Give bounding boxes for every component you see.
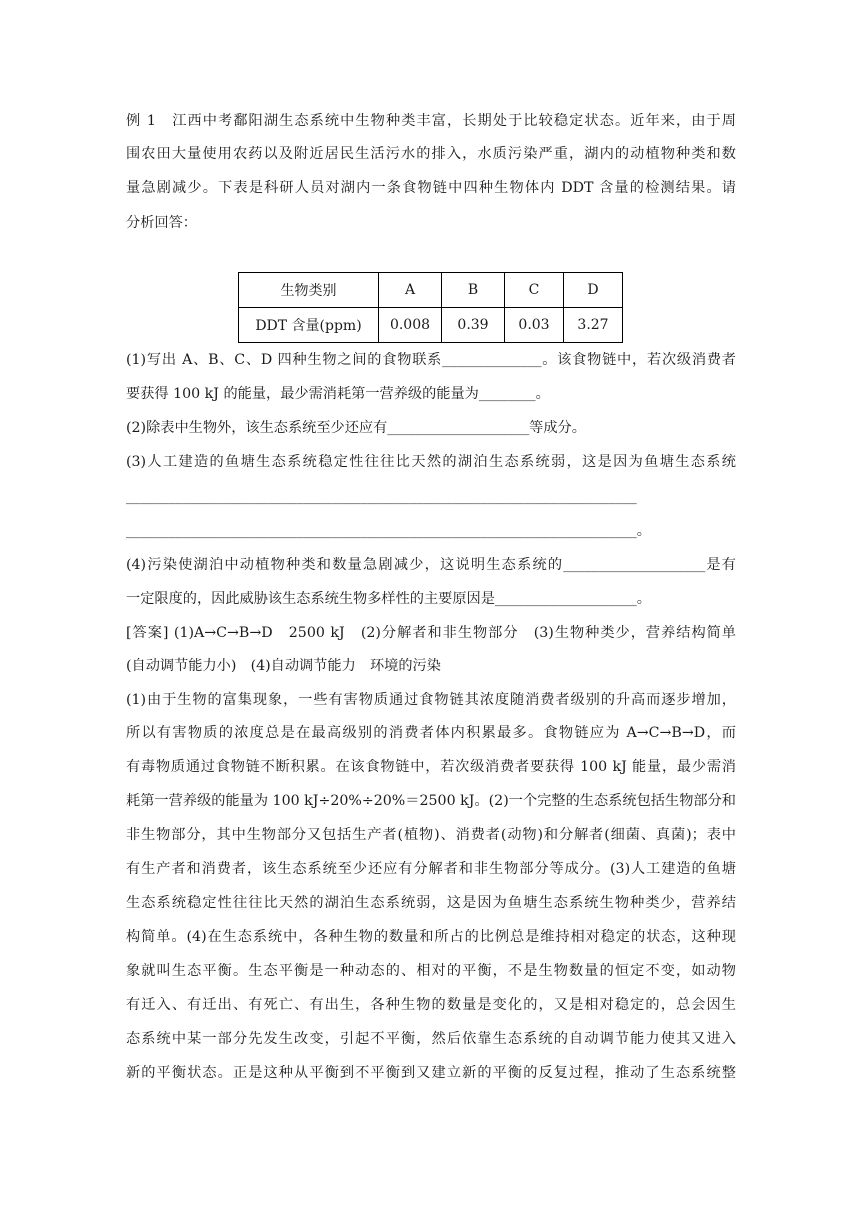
subquestion-line: 要获得 100 kJ 的能量，最少需消耗第一营养级的能量为________。	[126, 386, 550, 402]
table-header-row	[239, 273, 623, 308]
subquestion-line: (4)污染使湖泊中动植物种类和数量急剧减少，这说明生态系统的____________________是有	[126, 557, 736, 573]
table-cell: B	[442, 273, 505, 308]
table-row	[239, 308, 623, 343]
question-line: 围农田大量使用农药以及附近居民生活污水的排入，水质污染严重，湖内的动植物种类和数	[126, 146, 736, 162]
explanation-line: 象就叫生态平衡。生态平衡是一种动态的、相对的平衡，不是生物数量的恒定不变，如动物	[126, 963, 736, 979]
question-line: 分析回答：	[126, 215, 197, 231]
explanation-line: 有迁入、有迁出、有死亡、有出生，各种生物的数量是变化的，又是相对稳定的，总会因生	[126, 997, 736, 1013]
table-cell: DDT 含量(ppm)	[239, 308, 379, 343]
table-cell: 0.008	[379, 308, 442, 343]
table-cell: D	[564, 273, 623, 308]
table-cell: C	[505, 273, 564, 308]
table-cell: 0.03	[505, 308, 564, 343]
answer-blank-line: ________________________________________________________________________。	[126, 523, 651, 539]
ddt-table	[238, 272, 623, 343]
question-line: 例 1 江西中考鄱阳湖生态系统中生物种类丰富，长期处于比较稳定状态。近年来，由于周	[126, 113, 736, 129]
subquestion-line: (2)除表中生物外，该生态系统至少还应有____________________等成分。	[126, 420, 586, 436]
explanation-line: 态系统中某一部分先发生改变，引起不平衡，然后依靠生态系统的自动调节能力使其又进入	[126, 1031, 736, 1047]
table-cell: 3.27	[564, 308, 623, 343]
subquestion-line: (1)写出 A、B、C、D 四种生物之间的食物联系______________。该食物链中，若次级消费者	[126, 352, 736, 368]
answer-blank-line: ________________________________________________________________________	[126, 489, 637, 505]
table-cell: 0.39	[442, 308, 505, 343]
explanation-line: 生态系统稳定性往往比天然的湖泊生态系统弱，这是因为鱼塘生态系统生物种类少，营养结	[126, 895, 736, 911]
explanation-line: (1)由于生物的富集现象，一些有害物质通过食物链其浓度随消费者级别的升高而逐步增加，	[126, 692, 736, 708]
table-cell: A	[379, 273, 442, 308]
answer-line: [答案] (1)A→C→B→D 2500 kJ (2)分解者和非生物部分 (3)生物种类少，营养结构简单	[126, 625, 736, 641]
explanation-line: 新的平衡状态。正是这种从平衡到不平衡到又建立新的平衡的反复过程，推动了生态系统整	[126, 1065, 736, 1081]
explanation-line: 构简单。(4)在生态系统中，各种生物的数量和所占的比例总是维持相对稳定的状态，这种现	[126, 929, 736, 945]
explanation-line: 所以有害物质的浓度总是在最高级别的消费者体内积累最多。食物链应为 A→C→B→D，而	[126, 725, 736, 741]
subquestion-line: (3)人工建造的鱼塘生态系统稳定性往往比天然的湖泊生态系统弱，这是因为鱼塘生态系统	[126, 454, 736, 470]
explanation-line: 有生产者和消费者，该生态系统至少还应有分解者和非生物部分等成分。(3)人工建造的鱼塘	[126, 861, 736, 877]
subquestion-line: 一定限度的，因此威胁该生态系统生物多样性的主要原因是____________________。	[126, 591, 651, 607]
explanation-line: 有毒物质通过食物链不断积累。在该食物链中，若次级消费者要获得 100 kJ 能量，最少需消	[126, 759, 736, 775]
explanation-line: 非生物部分，其中生物部分又包括生产者(植物)、消费者(动物)和分解者(细菌、真菌)；表中	[126, 827, 736, 843]
question-line: 量急剧减少。下表是科研人员对湖内一条食物链中四种生物体内 DDT 含量的检测结果。请	[126, 180, 736, 196]
table-cell: 生物类别	[239, 273, 379, 308]
answer-line: (自动调节能力小) (4)自动调节能力 环境的污染	[126, 658, 441, 674]
explanation-line: 耗第一营养级的能量为 100 kJ÷20%÷20%＝2500 kJ。(2)一个完整的生态系统包括生物部分和	[126, 793, 736, 809]
